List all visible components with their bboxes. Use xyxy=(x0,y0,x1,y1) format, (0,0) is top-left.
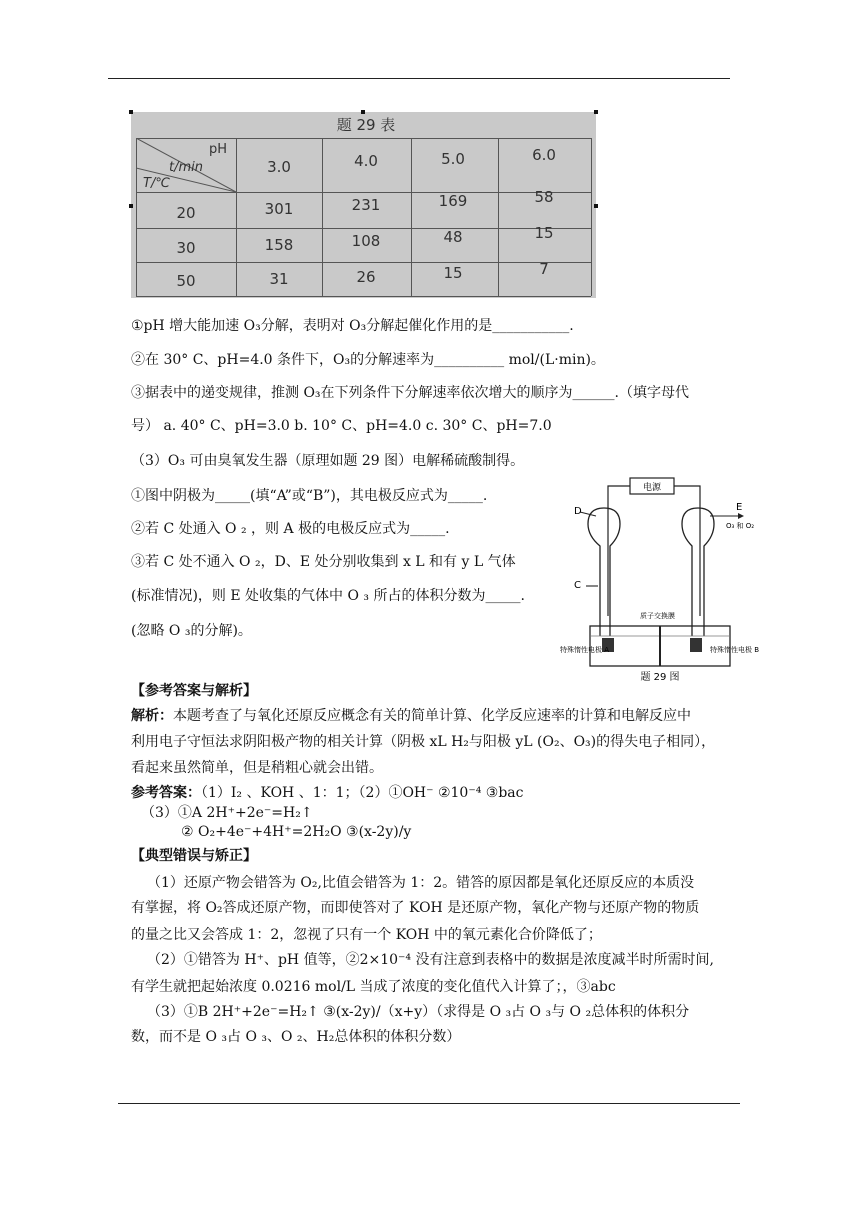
error-1a: （1）还原产物会错答为 O₂,比值会错答为 1：2。错答的原因都是氧化还原反应的本质没 xyxy=(147,875,695,891)
ph-value: 3.0 xyxy=(267,158,291,176)
wire-right xyxy=(674,486,700,616)
right-tube xyxy=(682,508,714,636)
resize-handle[interactable] xyxy=(361,110,365,114)
error-1b: 有掌握，将 O₂答成还原产物，而即使答对了 KOH 是还原产物，氧化产物与还原产物的物质 xyxy=(131,900,700,916)
error-2b: 有学生就把起始浓度 0.0216 mol/L 当成了浓度的变化值代入计算了；，③abc xyxy=(131,979,616,995)
reference-answer-line-1 xyxy=(131,784,524,802)
electrode-b-label: 特殊惰性电极 B xyxy=(710,646,760,654)
header-temp: T/℃ xyxy=(143,176,170,191)
question-3a: ③据表中的递变规律，推测 O₃在下列条件下分解速率依次增大的顺序为______.（填字母代 xyxy=(131,385,689,401)
question-2: ②在 30° C、pH=4.0 条件下，O₃的分解速率为__________ mol/(L·min)。 xyxy=(131,352,605,368)
table-cell: 15 xyxy=(443,264,463,282)
reference-text: （1）I₂ 、KOH 、1：1；（2）①OH⁻ ②10⁻⁴ ③bac xyxy=(201,785,524,801)
answer-heading: 【参考答案与解析】 xyxy=(131,683,257,699)
error-3a: （3）①B 2H⁺+2e⁻=H₂↑ ③(x-2y)/（x+y）（求得是 O ₃占 O ₃与 O ₂总体积的体积分 xyxy=(147,1004,690,1020)
part-3-q3a: ③若 C 处不通入 O ₂，D、E 处分别收集到 x L 和有 y L 气体 xyxy=(131,554,516,570)
table-cell: 108 xyxy=(351,232,381,250)
analysis-line-1 xyxy=(131,707,691,725)
analysis-line-2: 利用电子守恒法求阴阳极产物的相关计算（阴极 xL H₂与阳极 yL (O₂、O₃)的得失电子相同）， xyxy=(131,734,716,750)
label-d: D xyxy=(574,506,582,517)
membrane-label: 质子交换膜 xyxy=(640,612,675,620)
resize-handle[interactable] xyxy=(129,110,133,114)
top-rule xyxy=(108,78,730,79)
table-caption: 题 29 表 xyxy=(336,116,396,134)
ph-value: 4.0 xyxy=(354,152,378,170)
table-cell: 301 xyxy=(264,200,294,218)
error-3b: 数，而不是 O ₃占 O ₃、O ₂、H₂总体积的体积分数） xyxy=(131,1029,461,1045)
table-cell: 26 xyxy=(356,268,376,286)
left-tube xyxy=(588,508,620,636)
table-cell: 48 xyxy=(443,228,463,246)
header-t: t/min xyxy=(169,160,203,175)
row-temp: 50 xyxy=(176,272,196,290)
error-1c: 的量之比又会答成 1：2，忽视了只有一个 KOH 中的氧元素化合价降低了； xyxy=(131,927,602,943)
resize-handle[interactable] xyxy=(594,204,598,208)
part-3-q3b: (标准情况)，则 E 处收集的气体中 O ₃ 所占的体积分数为_____. xyxy=(131,588,525,604)
label-e: E xyxy=(736,502,743,513)
reference-label: 参考答案： xyxy=(131,785,201,801)
bottom-rule xyxy=(118,1103,740,1104)
ph-value: 5.0 xyxy=(441,150,465,168)
row-temp: 30 xyxy=(176,239,196,257)
reference-answer-line-3: ② O₂+4e⁻+4H⁺=2H₂O ③(x-2y)/y xyxy=(181,824,412,840)
wire-left xyxy=(608,486,630,616)
errors-heading: 【典型错误与矫正】 xyxy=(131,848,257,864)
part-3-q1: ①图中阴极为_____(填“A”或“B”)，其电极反应式为_____. xyxy=(131,488,488,504)
reference-answer-line-2: （3）①A 2H⁺+2e⁻=H₂↑ xyxy=(141,805,313,821)
outlet-d xyxy=(580,512,596,516)
electrode-b xyxy=(690,638,702,652)
analysis-line-3: 看起来虽然简单，但是稍粗心就会出错。 xyxy=(131,760,383,776)
electrode-a-label: 特殊惰性电极 A xyxy=(560,646,610,654)
part-3-q3c: (忽略 O ₃的分解)。 xyxy=(131,623,252,639)
resize-handle[interactable] xyxy=(594,110,598,114)
table-cell: 7 xyxy=(539,260,549,278)
question-3b: 号） a. 40° C、pH=3.0 b. 10° C、pH=4.0 c. 30° C、pH=7.0 xyxy=(131,418,552,434)
power-label: 电源 xyxy=(642,483,662,493)
table-cell: 15 xyxy=(534,224,554,242)
question-1: ①pH 增大能加速 O₃分解，表明对 O₃分解起催化作用的是___________. xyxy=(131,318,574,334)
table-cell: 158 xyxy=(264,236,294,254)
table-cell: 31 xyxy=(269,270,289,288)
part-3-q2: ②若 C 处通入 O ₂ ，则 A 极的电极反应式为_____. xyxy=(131,521,450,537)
analysis-text: 本题考查了与氧化还原反应概念有关的简单计算、化学反应速率的计算和电解反应中 xyxy=(173,708,691,724)
data-table xyxy=(131,112,596,298)
error-2a: （2）①错答为 H⁺、pH 值等，②2×10⁻⁴ 没有注意到表格中的数据是浓度减半时所需时间, xyxy=(147,952,714,968)
analysis-label: 解析： xyxy=(131,708,173,724)
table-cell: 231 xyxy=(351,196,381,214)
part-3-intro: （3）O₃ 可由臭氧发生器（原理如题 29 图）电解稀硫酸制得。 xyxy=(131,453,525,469)
label-c: C xyxy=(574,580,581,591)
row-temp: 20 xyxy=(176,204,196,222)
figure-caption: 题 29 图 xyxy=(640,672,680,683)
table-cell: 169 xyxy=(438,192,468,210)
electrolysis-apparatus-figure xyxy=(560,476,760,686)
outlet-gas-label: O₃ 和 O₂ xyxy=(726,522,755,530)
table-cell: 58 xyxy=(534,188,554,206)
resize-handle[interactable] xyxy=(129,204,133,208)
header-ph: pH xyxy=(209,142,228,157)
ph-value: 6.0 xyxy=(532,146,556,164)
